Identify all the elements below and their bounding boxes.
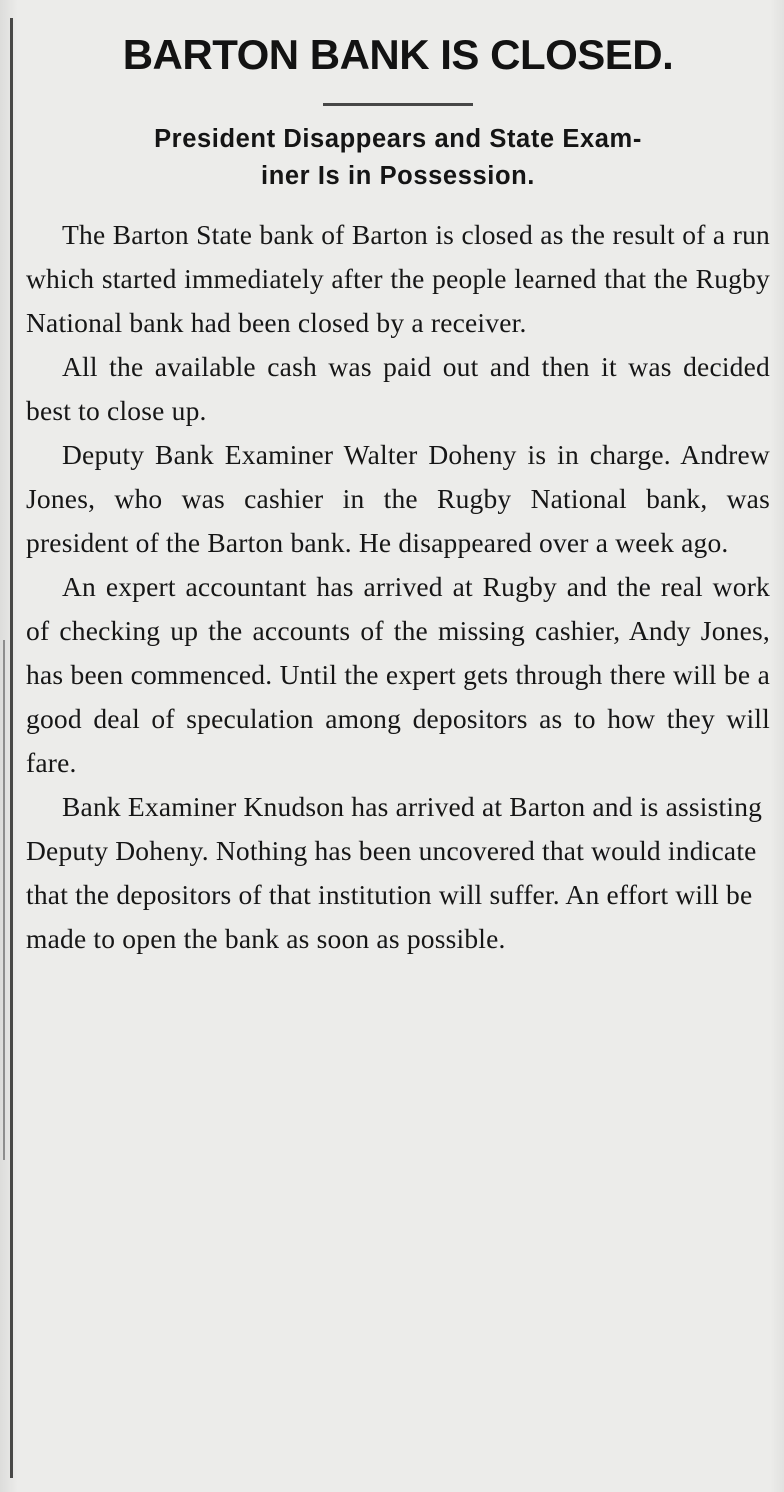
column-rule-left-secondary (3, 640, 5, 1160)
article-paragraph: All the available cash was paid out and then it was decided best to close up. (26, 350, 770, 426)
subhead-line-2: iner Is in Possession. (261, 161, 535, 190)
article-paragraph: An expert accountant has arrived at Rugby and the real work of checking up the accounts of the missing cashier, Andy Jones, has been commenced. Until the expert gets through there will be a good deal of speculation among depositors as to how they will fare. (26, 570, 770, 778)
article-paragraph: Bank Examiner Knudson has arrived at Barton and is assisting Deputy Doheny. Nothing has been uncovered that would indicate that the depositors of that institution will suffer. An effort will be made to open the bank as soon as possible. (26, 790, 763, 954)
article-subhead (36, 121, 760, 195)
article-headline: BARTON BANK IS CLOSED. (122, 31, 674, 78)
subhead-line-1: President Disappears and State Exam- (154, 124, 642, 153)
divider-rule (323, 103, 473, 106)
column-rule-left (10, 18, 13, 1478)
article-paragraph: Deputy Bank Examiner Walter Doheny is in charge. Andrew Jones, who was cashier in the Rugby National bank, was president of the Barton bank. He disappeared over a week ago. (26, 438, 770, 558)
article-column (26, 22, 770, 961)
headline-divider (26, 93, 770, 111)
article-paragraph: The Barton State bank of Barton is closed as the result of a run which started immediately after the people learned that the Rugby National bank had been closed by a receiver. (26, 218, 770, 338)
article-body (26, 213, 770, 961)
